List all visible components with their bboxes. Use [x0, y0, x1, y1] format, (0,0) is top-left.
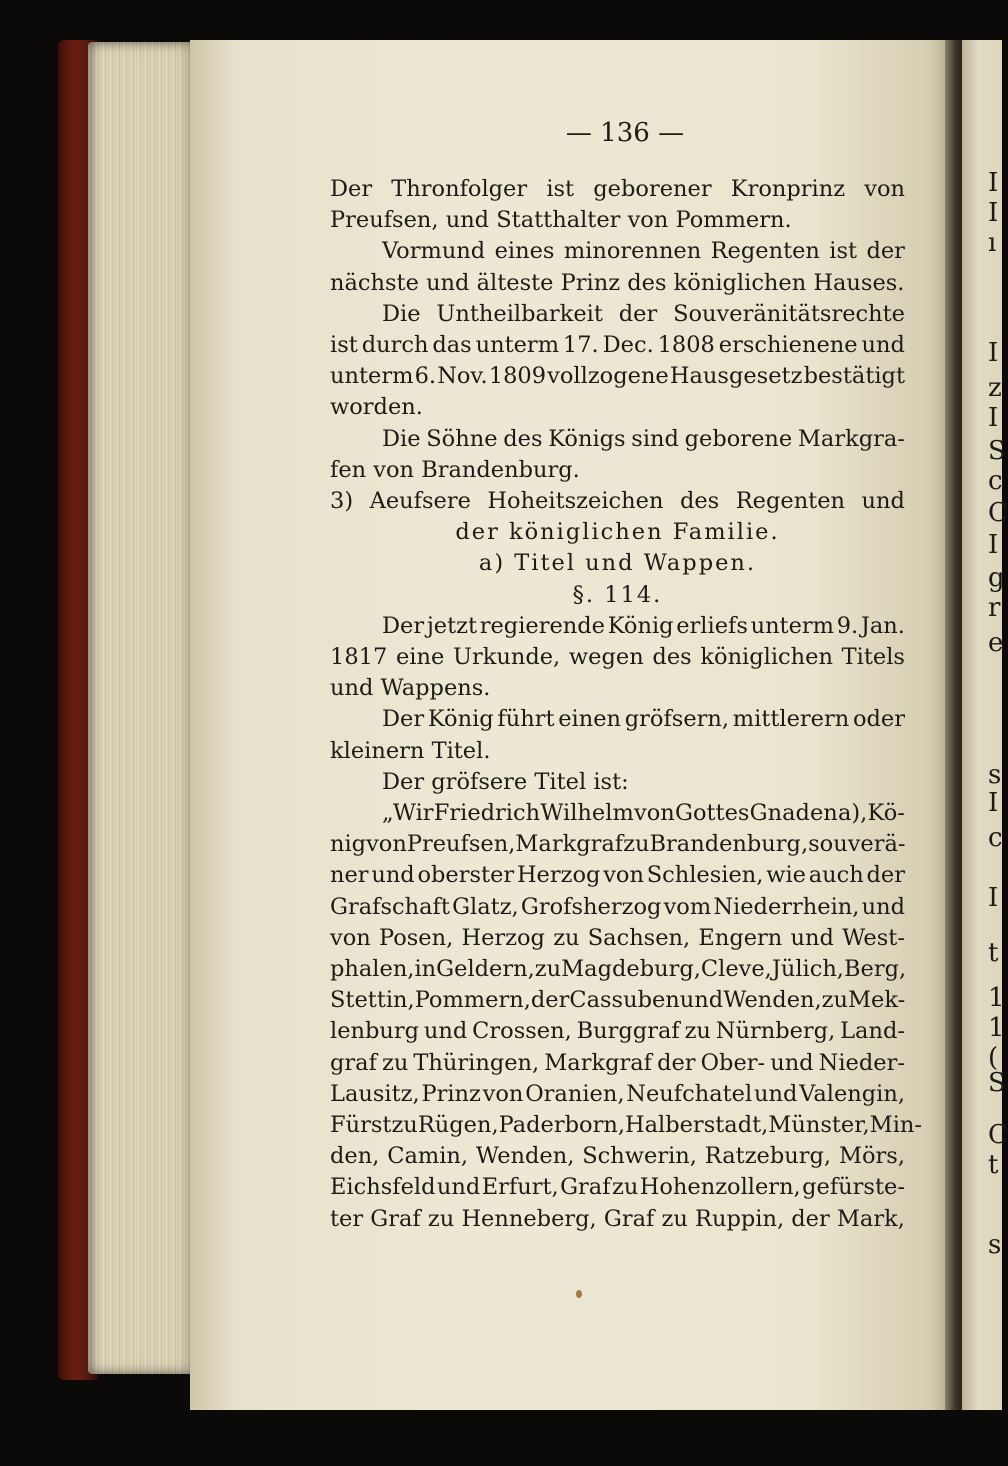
word: und	[753, 1080, 798, 1107]
word: Regenten	[710, 238, 820, 265]
word: gröfsern,	[624, 706, 730, 733]
word: Cassuben	[569, 987, 680, 1014]
word: Thüringen,	[413, 1049, 540, 1076]
word: Prinz	[560, 269, 621, 296]
word: und	[861, 893, 905, 920]
word: vom	[663, 893, 712, 920]
word: „Wir	[382, 800, 434, 826]
word: zu	[553, 924, 580, 951]
word: Hoheitszeichen	[487, 488, 664, 514]
word: Titel.	[431, 737, 491, 764]
word: Graf	[370, 1205, 421, 1232]
word: wie	[766, 862, 806, 889]
text-line	[382, 800, 905, 826]
word: Aeufsere	[369, 488, 471, 514]
word: Ober-	[700, 1049, 766, 1076]
word: von	[864, 176, 905, 202]
word: königlichen	[700, 644, 833, 670]
word: Stettin,	[330, 987, 415, 1014]
facing-page-glyph: e	[988, 628, 1004, 658]
word: kleinern	[330, 737, 425, 764]
word: älteste	[476, 269, 554, 296]
facing-page-glyph: r	[988, 593, 1001, 623]
word: zu	[623, 831, 650, 858]
word: unterm	[750, 612, 835, 639]
word: von	[634, 800, 675, 826]
word: geborene	[684, 425, 793, 452]
word: Nieder-	[818, 1049, 905, 1076]
word: des	[627, 269, 667, 296]
word: von	[373, 456, 415, 483]
facing-page-glyph: C	[988, 498, 1008, 528]
word: des	[652, 644, 692, 670]
word: Eichsfeld	[330, 1174, 436, 1201]
word: in	[414, 956, 437, 982]
word: Der	[382, 612, 425, 639]
word: zu	[821, 987, 849, 1014]
word: eine	[395, 644, 445, 670]
word: und	[445, 207, 490, 234]
text-line	[330, 925, 905, 951]
paper-speck	[576, 1290, 582, 1298]
word: Fürst	[330, 1112, 392, 1138]
word: Münster,	[768, 1112, 870, 1138]
word: Camin,	[387, 1143, 469, 1170]
word: Wenden,	[723, 987, 822, 1014]
word: ner	[330, 862, 369, 889]
text-line	[330, 207, 905, 233]
heading-text: der königlichen Familie.	[455, 519, 780, 546]
word: Neufchatel	[626, 1080, 753, 1107]
word: Die	[382, 300, 421, 327]
word: ist:	[593, 768, 629, 795]
word: und	[790, 924, 834, 951]
word: königlichen	[673, 269, 807, 296]
word: Der	[382, 768, 425, 795]
word: 6.	[414, 363, 437, 390]
word: durch	[361, 332, 429, 358]
facing-page-glyph: t	[988, 938, 999, 968]
word: Magdeburg,	[561, 956, 701, 982]
text-line	[330, 1050, 905, 1076]
heading-text: a) Titel und Wappen.	[478, 550, 757, 577]
text-line	[382, 426, 905, 452]
word: der	[657, 1049, 696, 1076]
word: Jülich,	[771, 956, 844, 982]
word: Land-	[840, 1018, 905, 1045]
facing-page-glyph: ı	[988, 228, 997, 258]
word: a),	[837, 800, 868, 826]
text-line	[330, 270, 905, 296]
text-line	[330, 394, 905, 420]
word: Glatz,	[452, 893, 519, 920]
word: Ratzeburg,	[704, 1143, 832, 1170]
word: 1808	[657, 332, 715, 358]
word: Thronfolger	[391, 176, 528, 202]
text-line	[330, 332, 905, 358]
word: des	[679, 488, 720, 514]
word: Nürnberg,	[715, 1018, 836, 1045]
word: geborener	[593, 176, 712, 202]
word: Grofsherzog	[520, 893, 662, 920]
word: ist	[546, 176, 575, 202]
word: Lausitz,	[330, 1080, 420, 1107]
word: Prinz	[421, 1080, 481, 1107]
word: von	[330, 924, 371, 951]
word: Statthalter	[496, 207, 621, 234]
word: Henneberg,	[461, 1205, 597, 1232]
word: zu	[534, 956, 562, 982]
word: des	[503, 425, 543, 452]
word: Berg,	[843, 956, 907, 982]
text-line	[382, 613, 905, 639]
word: 1817	[330, 644, 388, 670]
word: Souveränitätsrechte	[673, 300, 905, 327]
facing-page-glyph: I	[988, 530, 999, 560]
word: Jan.	[860, 612, 905, 639]
word: Posen,	[378, 924, 454, 951]
word: Mark,	[836, 1205, 905, 1232]
text-line	[382, 238, 905, 264]
word: zu	[684, 1018, 711, 1045]
word: Hohenzollern,	[639, 1174, 801, 1201]
word: mittlerern	[732, 706, 850, 733]
word: der	[530, 987, 570, 1014]
word: Wenden,	[475, 1143, 575, 1170]
facing-page-glyph: I	[988, 403, 999, 433]
word: Hauses.	[813, 269, 905, 296]
word: zu	[661, 1205, 688, 1232]
word: 9.	[836, 612, 859, 639]
text-line	[330, 1018, 905, 1044]
word: Wilhelm	[540, 800, 634, 826]
word: und	[371, 862, 415, 889]
word: Gottes	[674, 800, 750, 826]
word: und	[330, 675, 374, 702]
word: Engern	[698, 924, 783, 951]
page-number: — 136 —	[565, 118, 685, 148]
word: Markgraf	[515, 831, 624, 858]
word: zu	[427, 1205, 455, 1232]
word: und	[423, 1018, 468, 1045]
word: Preufsen,	[406, 831, 516, 858]
text-line	[330, 738, 905, 764]
word: eines	[494, 238, 555, 265]
word: Rügen,	[417, 1112, 499, 1138]
facing-page-glyph: I	[988, 168, 999, 198]
word: gefürste-	[802, 1174, 905, 1201]
facing-page-glyph: s	[988, 760, 1002, 790]
word: Pommern,	[414, 987, 531, 1014]
word: und	[770, 1049, 814, 1076]
word: Dec.	[602, 332, 654, 358]
word: Preufsen,	[330, 207, 439, 234]
word: graf	[330, 1049, 377, 1076]
text-line	[382, 769, 905, 795]
facing-page-glyph: g	[988, 563, 1005, 593]
word: Sachsen,	[587, 924, 691, 951]
word: Regenten	[735, 488, 846, 514]
word: Niederrhein,	[713, 893, 860, 920]
word: Untheilbarkeit	[436, 300, 603, 327]
word: nig	[330, 831, 367, 858]
text-line	[382, 706, 905, 732]
word: minorennen	[563, 238, 702, 265]
word: regierende	[479, 612, 606, 639]
word: Mörs,	[838, 1143, 905, 1170]
word: nächste	[330, 269, 419, 296]
word: ist	[829, 238, 858, 265]
word: zu	[611, 1174, 639, 1201]
word: Min-	[869, 1112, 922, 1138]
word: Graf	[603, 1205, 655, 1232]
word: lenburg	[330, 1018, 420, 1045]
word: Halberstadt,	[624, 1112, 769, 1138]
word: ter	[330, 1205, 364, 1232]
word: und	[679, 987, 724, 1014]
word: Markgra-	[797, 425, 905, 452]
word: Söhne	[426, 425, 498, 452]
word: das	[432, 332, 472, 358]
text-line	[330, 1112, 922, 1138]
facing-page-glyph: S	[988, 1068, 1006, 1098]
text-line	[330, 488, 905, 514]
facing-page-glyph: S	[988, 436, 1006, 466]
word: auch	[808, 862, 864, 889]
word: unterm	[330, 363, 414, 390]
word: Brandenburg.	[421, 456, 580, 483]
word: zu	[391, 1112, 418, 1138]
text-line	[330, 1081, 905, 1107]
word: jetzt	[426, 612, 478, 639]
word: Pommern.	[675, 207, 792, 234]
word: Erfurt,	[481, 1174, 559, 1201]
word: Burggraf	[576, 1018, 680, 1045]
text-line	[330, 862, 905, 888]
text-line	[330, 1143, 905, 1169]
word: Der	[330, 176, 373, 202]
word: Wappens.	[380, 675, 491, 702]
word: worden.	[330, 394, 423, 421]
word: Nov.	[437, 363, 488, 390]
word: sind	[631, 425, 679, 452]
word: Paderborn,	[498, 1112, 625, 1138]
text-line	[330, 831, 905, 857]
text-line	[330, 956, 905, 982]
word: den,	[330, 1143, 380, 1170]
word: gröfsere	[431, 768, 528, 795]
word: oberster	[417, 862, 515, 889]
text-line	[330, 1206, 905, 1232]
facing-page-glyph: c	[988, 466, 1003, 496]
text-line	[330, 582, 905, 608]
word: West-	[842, 924, 905, 951]
word: Königs	[548, 425, 626, 452]
word: König	[607, 612, 674, 639]
word: 1809	[488, 363, 547, 390]
word: Urkunde,	[453, 644, 561, 670]
facing-page-glyph: I	[988, 883, 999, 913]
word: Grafschaft	[330, 893, 450, 920]
word: von	[482, 1080, 524, 1107]
word: Oranien,	[525, 1080, 625, 1107]
word: Friedrich	[433, 800, 541, 826]
heading-text: §. 114.	[572, 581, 663, 608]
text-line	[330, 894, 905, 920]
facing-page-glyph: I	[988, 788, 999, 818]
page-stack	[88, 42, 200, 1374]
word: König	[427, 706, 494, 733]
word: Vormund	[382, 238, 486, 265]
word: wegen	[568, 644, 644, 670]
word: souverä-	[808, 831, 906, 858]
word: Crossen,	[472, 1018, 572, 1045]
word: Die	[382, 425, 421, 452]
facing-page-glyph: z	[988, 373, 1002, 403]
facing-page-glyph: I	[988, 338, 999, 368]
word: Titels	[841, 644, 905, 670]
word: Kronprinz	[730, 176, 846, 202]
word: Ruppin,	[695, 1205, 785, 1232]
word: erliefs	[676, 612, 748, 639]
word: führt	[497, 706, 555, 733]
word: fen	[330, 456, 367, 483]
word: und	[861, 332, 905, 358]
word: Valengin,	[799, 1080, 905, 1107]
text-line	[330, 675, 905, 701]
facing-page-glyph: c	[988, 823, 1003, 853]
word: und	[861, 488, 905, 514]
word: der	[791, 1205, 830, 1232]
word: und	[426, 269, 470, 296]
word: Markgraf	[544, 1049, 652, 1076]
text-line	[330, 644, 905, 670]
facing-page-glyph: C	[988, 1120, 1008, 1150]
text-line	[330, 1174, 905, 1200]
word: der	[866, 862, 905, 889]
text-line	[330, 457, 905, 483]
word: Der	[382, 706, 425, 733]
word: bestätigt	[803, 363, 905, 390]
word: Schwerin,	[582, 1143, 697, 1170]
word: einen	[558, 706, 622, 733]
facing-page-glyph: (	[988, 1043, 999, 1073]
word: Hausgesetz	[669, 363, 803, 390]
word: ist	[330, 332, 358, 358]
word: und	[436, 1174, 481, 1201]
facing-page-glyph: s	[988, 1230, 1002, 1260]
word: phalen,	[330, 956, 415, 982]
facing-page-glyph: I	[988, 198, 999, 228]
word: Brandenburg,	[649, 831, 809, 858]
text-line	[382, 301, 905, 327]
word: von	[603, 862, 644, 889]
word: von	[366, 831, 407, 858]
word: von	[627, 207, 669, 234]
word: erschienene	[718, 332, 858, 358]
word: Kö-	[867, 800, 905, 826]
facing-page-glyph: t	[988, 1150, 999, 1180]
word: vollzogene	[547, 363, 669, 390]
word: oder	[852, 706, 905, 733]
word: 3)	[330, 488, 354, 514]
word: der	[866, 238, 905, 265]
word: zu	[381, 1049, 409, 1076]
text-line	[330, 550, 905, 576]
word: Herzog	[461, 924, 545, 951]
facing-page-glyph: 1	[988, 983, 1005, 1013]
word: Geldern,	[436, 956, 535, 982]
text-line	[330, 519, 905, 545]
word: Schlesien,	[646, 862, 764, 889]
word: Cleve,	[700, 956, 772, 982]
text-line	[330, 987, 905, 1013]
word: Graf	[560, 1174, 611, 1201]
word: Herzog	[516, 862, 601, 889]
facing-page-glyph: 1	[988, 1013, 1005, 1043]
text-line	[330, 176, 905, 202]
word: unterm	[475, 332, 560, 358]
text-line	[330, 363, 905, 389]
word: der	[618, 300, 658, 327]
word: Titel	[534, 768, 587, 795]
word: Mek-	[848, 987, 906, 1014]
word: Gnaden	[749, 800, 838, 826]
word: 17.	[562, 332, 599, 358]
